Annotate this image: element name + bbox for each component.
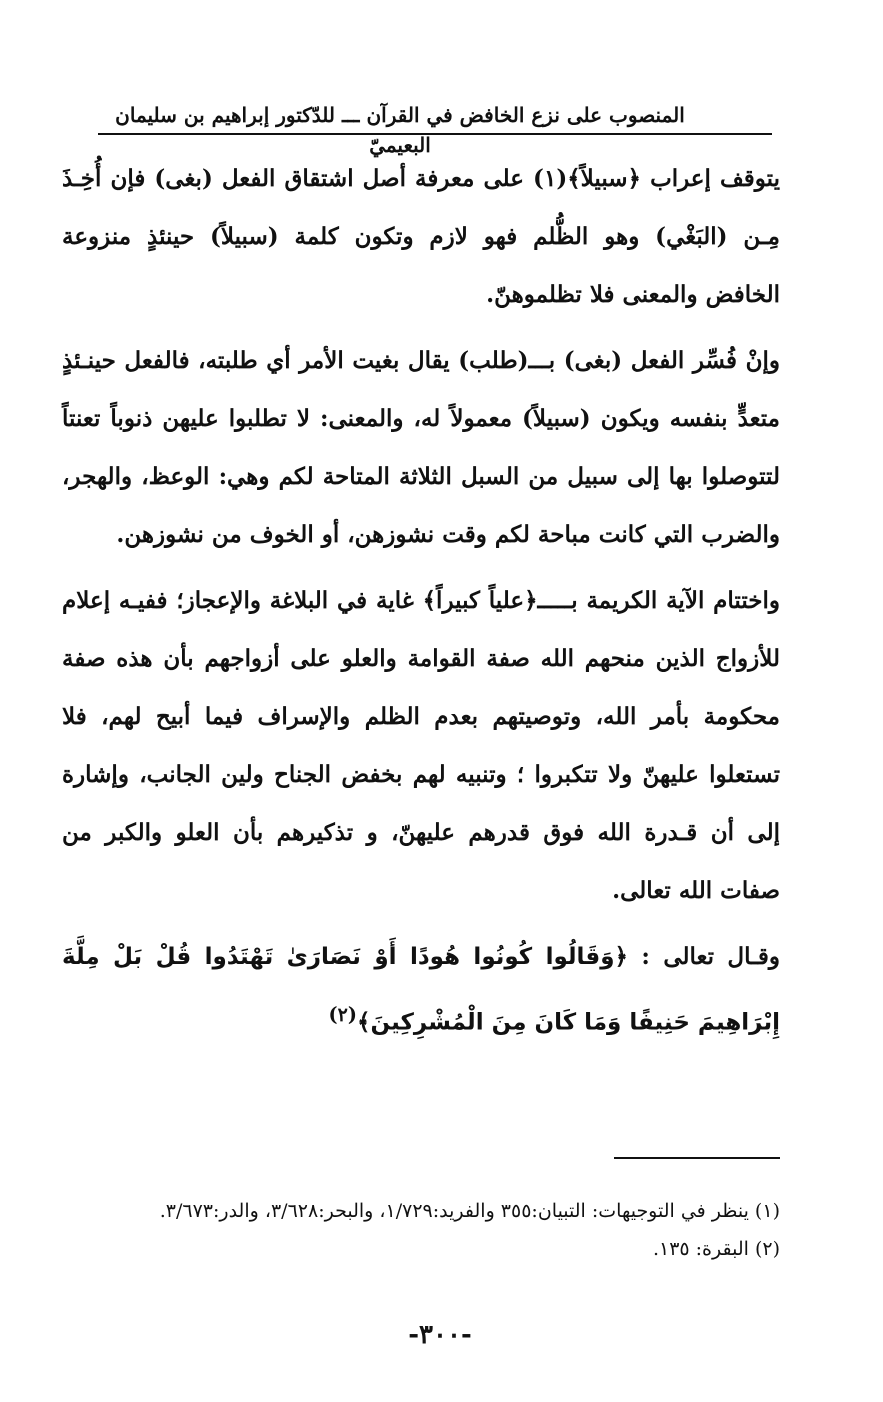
footnote-1: (١) ينظر في التوجيهات: التبيان:٣٥٥ والفريد:١/٧٢٩، والبحر:٣/٦٢٨، والدر:٣/٦٧٣. (159, 1200, 780, 1222)
running-title: المنصوب على نزع الخافض في القرآن ـــ للدّكتور إبراهيم بن سليمان البعيميّ (115, 103, 685, 157)
paragraph-4 (62, 928, 780, 1052)
paragraph-1: يتوقف إعراب ﴿سبيلاً﴾(١) على معرفة أصل اشتقاق الفعل (بغى) فإن أُخِـذَ مِـن (البَغْي) وهو الظُّلم فهو لازم وتكون كلمة (سبيلاً) حينئذٍ منزوعة الخافض والمعنى فلا تظلموهنّ. (62, 165, 780, 308)
footnote-rule (614, 1157, 780, 1159)
footnote-ref-2: (٢) (328, 1003, 357, 1026)
paragraph-2: وإنْ فُسِّر الفعل (بغى) بـــ(طلب) يقال بغيت الأمر أي طلبته، فالفعل حينـئذٍ متعدٍّ بنفسه ويكون (سبيلاً) معمولاً له، والمعنى: لا تطلبوا عليهن ذنوباً تعنتاً لتتوصلوا بها إلى سبيل من السبل الثلاثة المتاحة لكم وهي: الوعظ، والهجر، والضرب التي كانت مباحة لكم وقت نشوزهن، أو الخوف من نشوزهن. (62, 347, 780, 548)
quran-verse: ﴿وَقَالُوا كُونُوا هُودًا أَوْ نَصَارَىٰ تَهْتَدُوا قُلْ بَلْ مِلَّةَ إِبْرَاهِيمَ حَنِيفًا وَمَا كَانَ مِنَ الْمُشْرِكِينَ﴾ (62, 944, 780, 1036)
paragraph-3: واختتام الآية الكريمة بـــــ﴿علياً كبيراً﴾ غاية في البلاغة والإعجاز؛ ففيـه إعلام للأزواج الذين منحهم الله صفة القوامة والعلو على أزواجهم بأن هذه صفة محكومة بأمر الله، وتوصيتهم بعدم الظلم والإسراف فيما أبيح لهم، فلا تستعلوا عليهنّ ولا تتكبروا ؛ وتنبيه لهم بخفض الجناح ولين الجانب، وإشارة إلى أن قـدرة الله فوق قدرهم عليهنّ، و تذكيرهم بأن العلو والكبر من صفات الله تعالى. (62, 587, 780, 904)
footnotes (80, 1192, 780, 1268)
main-text (62, 150, 780, 1052)
verse-intro: وقـال تعالى : (641, 943, 780, 970)
page-number: -٣٠٠- (408, 1320, 472, 1350)
footnote-2: (٢) البقرة: ١٣٥. (652, 1238, 780, 1260)
header-rule (98, 133, 772, 135)
